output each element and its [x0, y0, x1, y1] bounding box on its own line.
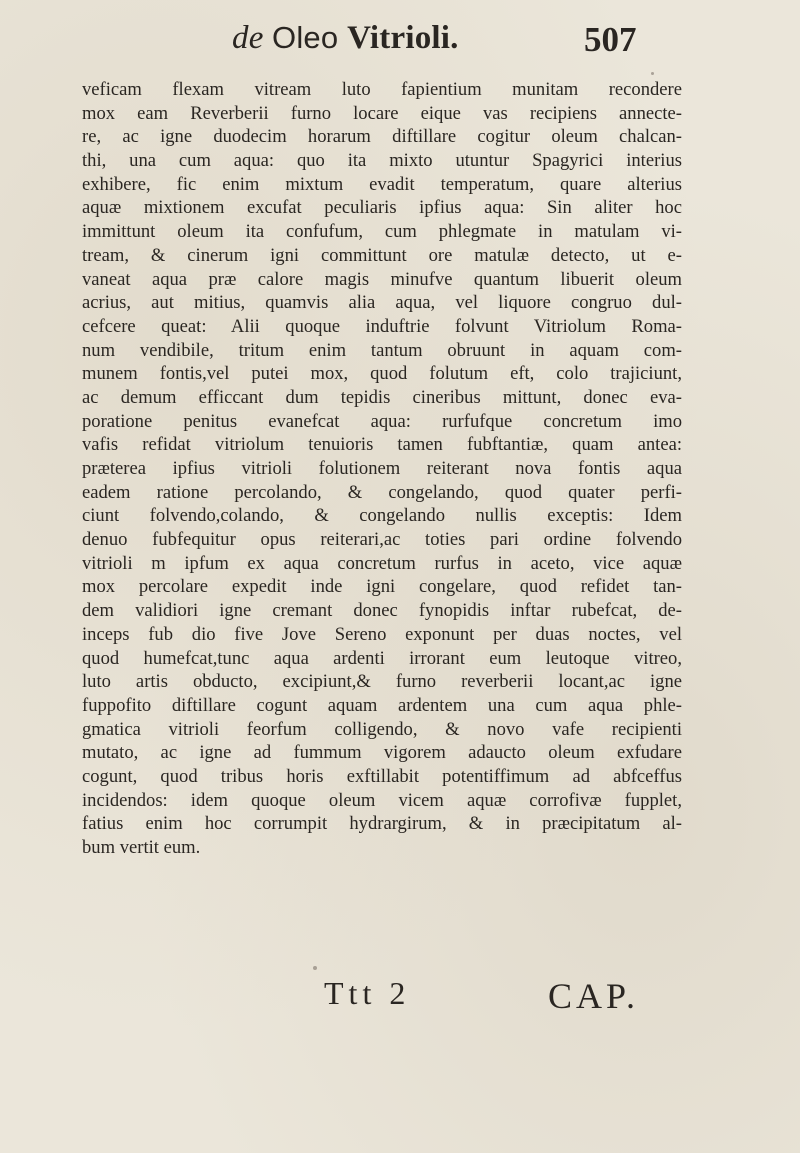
text-line: tream, & cinerum igni committunt ore matulæ detecto, ut e-	[82, 244, 682, 266]
text-line: mutato, ac igne ad fummum vigorem adaucto oleum exfudare	[82, 742, 682, 764]
text-line: eadem ratione percolando, & congelando, quod quater perfi-	[82, 481, 682, 503]
text-line: quod humefcat,tunc aqua ardenti irrorant eum leutoque vitreo,	[82, 647, 682, 669]
running-head-main: Oleo	[272, 20, 348, 55]
text-line: incidendos: idem quoque oleum vicem aquæ corrofivæ fupplet,	[82, 789, 682, 811]
text-line: gmatica vitrioli feorfum colligendo, & novo vafe recipienti	[82, 718, 682, 740]
text-line: aquæ mixtionem excufat peculiaris ipfius aqua: Sin aliter hoc	[82, 197, 682, 219]
signature-mark: Ttt 2	[324, 975, 411, 1011]
text-line: denuo fubfequitur opus reiterari,ac toties pari ordine folvendo	[82, 529, 682, 551]
paper-speck	[313, 966, 317, 970]
text-line: bum vertit eum.	[82, 837, 201, 858]
text-line: munem fontis,vel putei mox, quod folutum eft, colo trajiciunt,	[82, 363, 682, 385]
text-line: ac demum efficcant dum tepidis cineribus mittunt, donec eva-	[82, 386, 682, 408]
text-line: acrius, aut mitius, quamvis alia aqua, vel liquore congruo dul-	[82, 292, 682, 314]
text-line: poratione penitus evanefcat aqua: rurfufque concretum imo	[82, 410, 682, 432]
text-line: ciunt folvendo,colando, & congelando nullis exceptis: Idem	[82, 505, 682, 527]
catchword: CAP.	[548, 976, 640, 1016]
text-line: num vendibile, tritum enim tantum obruunt in aquam com-	[82, 339, 682, 361]
page-footer	[0, 975, 800, 1025]
text-line: mox percolare expedit inde igni congelare, quod refidet tan-	[82, 576, 682, 598]
text-line: re, ac igne duodecim horarum diftillare cogitur oleum chalcan-	[82, 126, 682, 148]
text-line: vafis refidat vitriolum tenuioris tamen fubftantiæ, quam antea:	[82, 434, 682, 456]
running-head	[232, 20, 459, 57]
text-line: inceps fub dio five Jove Sereno exponunt per duas noctes, vel	[82, 623, 682, 645]
text-line: cefcere queat: Alii quoque induftrie folvunt Vitriolum Roma-	[82, 315, 682, 337]
text-line: præterea ipfius vitrioli folutionem reiterant nova fontis aqua	[82, 458, 682, 479]
text-line: veficam flexam vitream luto fapientium munitam recondere	[82, 79, 682, 100]
text-line: dem validiori igne cremant donec fynopidis inftar rubefcat, de-	[82, 600, 682, 622]
text-line: mox eam Reverberii furno locare eique vas recipiens annecte-	[82, 102, 682, 124]
text-line: immittunt oleum ita confufum, cum phlegmate in matulam vi-	[82, 221, 682, 243]
text-line: vitrioli m ipfum ex aqua concretum rurfus in aceto, vice aquæ	[82, 552, 682, 574]
running-head-de: de	[232, 20, 264, 56]
text-line: cogunt, quod tribus horis exftillabit potentiffimum ad abfceffus	[82, 765, 682, 787]
text-line: exhibere, fic enim mixtum evadit temperatum, quare alterius	[82, 173, 682, 195]
page-header	[0, 18, 800, 64]
paper-speck	[651, 72, 654, 75]
body-text	[82, 78, 682, 860]
text-line: thi, una cum aqua: quo ita mixto utuntur Spagyrici interius	[82, 150, 682, 172]
running-head-vitrioli: Vitrioli.	[347, 20, 459, 56]
text-line: luto artis obducto, excipiunt,& furno reverberii locant,ac igne	[82, 671, 682, 693]
text-line: fatius enim hoc corrumpit hydrargirum, & in præcipitatum al-	[82, 813, 682, 835]
page-number: 507	[584, 20, 637, 59]
text-line: vaneat aqua præ calore magis minufve quantum libuerit oleum	[82, 268, 682, 290]
text-line: fuppofito diftillare cogunt aquam ardentem una cum aqua phle-	[82, 694, 682, 716]
